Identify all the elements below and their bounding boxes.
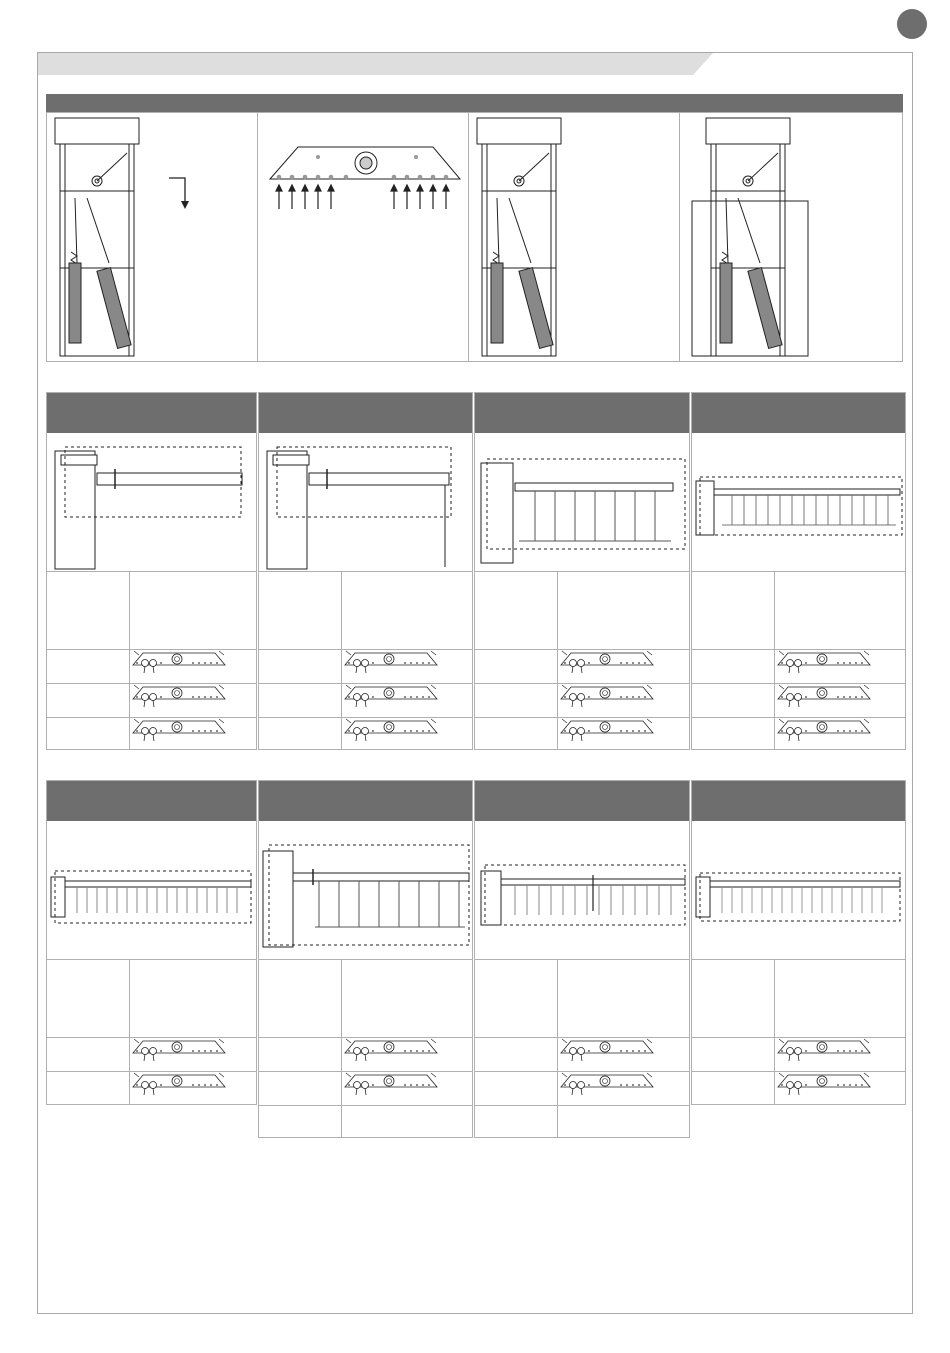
plate-icon [776, 685, 874, 711]
arm-long-rack-diagram [692, 433, 907, 571]
cabinet-highlighted-diagram [680, 113, 902, 361]
plate-icon [343, 1039, 441, 1065]
arm-with-support-diagram [259, 433, 474, 571]
config-header [259, 781, 472, 821]
page-number-marker [897, 9, 927, 39]
plate-icon [131, 1039, 229, 1065]
config-header [259, 393, 472, 433]
plate-icon [131, 651, 229, 677]
config-header [475, 781, 689, 821]
arm-plain-diagram [47, 433, 258, 571]
plate-icon [559, 1039, 657, 1065]
plate-icon [559, 719, 657, 745]
cabinet-springs-diagram [469, 113, 679, 361]
step-panel-mounting-plate [258, 113, 468, 361]
config-header [47, 393, 256, 433]
step-bar [46, 94, 903, 112]
plate-icon [776, 651, 874, 677]
config-header [692, 393, 905, 433]
step-panels [46, 112, 903, 362]
step-panel-cabinet-arrow [47, 113, 257, 361]
section-banner [38, 53, 718, 76]
plate-icon [343, 651, 441, 677]
config-card-arm-with-rack [474, 392, 690, 750]
arm-rack-tall-diagram [259, 821, 474, 959]
config-card-arm-rack-tall [258, 780, 473, 1138]
arm-rack-long-thin-diagram [692, 821, 907, 959]
config-card-arm-long-rack-2 [46, 780, 257, 1105]
step-panel-cabinet-springs [469, 113, 679, 361]
plate-icon [131, 719, 229, 745]
plate-icon [343, 719, 441, 745]
arm-with-rack-diagram [475, 433, 691, 571]
config-card-arm-rack-medium [474, 780, 690, 1138]
config-card-arm-rack-long-thin [691, 780, 906, 1105]
config-card-arm-long-rack [691, 392, 906, 750]
mounting-plate-diagram [258, 113, 468, 361]
config-card-arm-plain [46, 392, 257, 750]
arm-long-rack-2-diagram [47, 821, 258, 959]
cabinet-diagram [47, 113, 257, 361]
plate-icon [131, 1073, 229, 1099]
plate-icon [776, 1073, 874, 1099]
config-header [475, 393, 689, 433]
arm-rack-medium-diagram [475, 821, 691, 959]
config-header [47, 781, 256, 821]
config-card-arm-with-support [258, 392, 473, 750]
plate-icon [559, 651, 657, 677]
plate-icon [559, 685, 657, 711]
plate-icon [776, 719, 874, 745]
plate-icon [131, 685, 229, 711]
plate-icon [343, 685, 441, 711]
plate-icon [776, 1039, 874, 1065]
plate-icon [559, 1073, 657, 1099]
step-panel-cabinet-highlighted [680, 113, 902, 361]
plate-icon [343, 1073, 441, 1099]
config-header [692, 781, 905, 821]
